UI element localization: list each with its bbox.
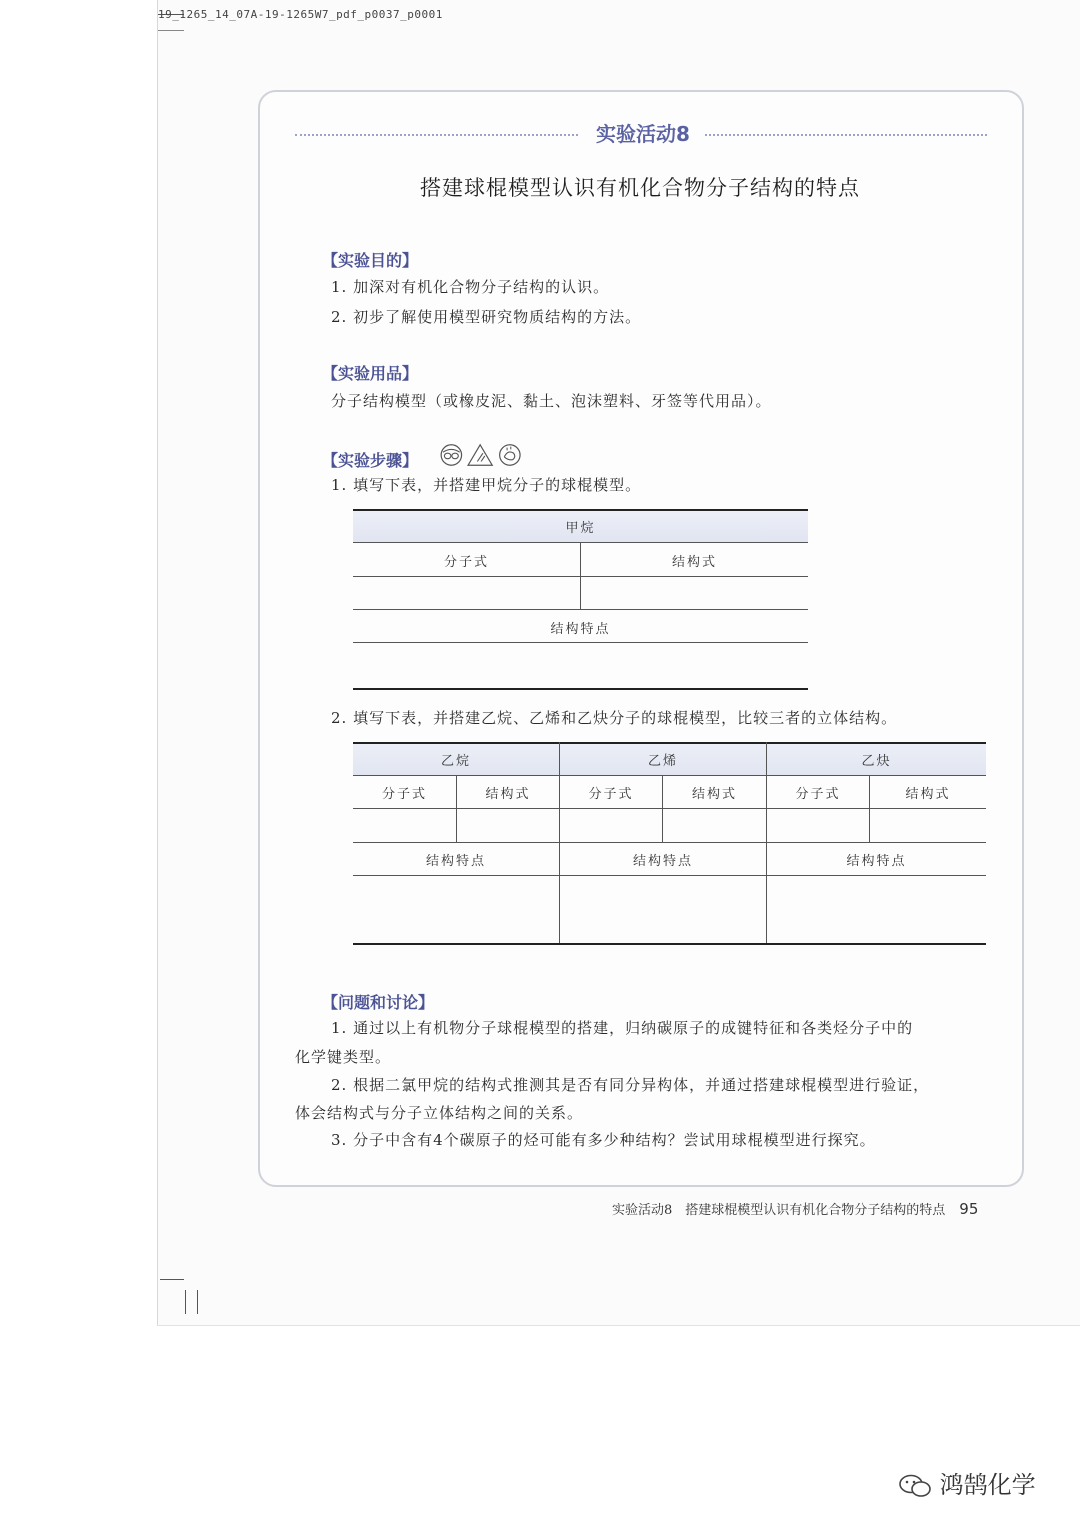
table-rule bbox=[353, 875, 986, 876]
sharp-object-icon bbox=[468, 445, 492, 465]
table-header-cell: 乙烯 bbox=[647, 754, 678, 769]
table-header-cell: 结构式 bbox=[485, 787, 531, 802]
purpose-heading: 【实验目的】 bbox=[322, 251, 419, 270]
footer-title: 实验活动8 搭建球棍模型认识有机化合物分子结构的特点 bbox=[612, 1203, 946, 1218]
wash-hands-icon bbox=[500, 445, 520, 465]
page-number: 95 bbox=[959, 1200, 979, 1218]
table-header-cell: 结构式 bbox=[691, 787, 737, 802]
watermark-text: 鸿鹄化学 bbox=[939, 1471, 1036, 1499]
table-header-cell: 结构特点 bbox=[846, 854, 907, 869]
table-rule bbox=[353, 742, 986, 744]
discussion-item: 3. 分子中含有4个碳原子的烃可能有多少种结构？尝试用球棍模型进行探究。 bbox=[331, 1131, 876, 1149]
table-header-cell: 结构特点 bbox=[425, 854, 486, 869]
discussion-item: 2. 根据二氯甲烷的结构式推测其是否有同分异构体，并通过搭建球棍模型进行验证， bbox=[331, 1076, 930, 1094]
crop-mark bbox=[197, 1290, 198, 1314]
crop-mark bbox=[158, 30, 184, 31]
table-header-cell: 甲烷 bbox=[565, 521, 596, 536]
table-header-cell: 分子式 bbox=[381, 787, 427, 802]
table-header-cell: 分子式 bbox=[443, 555, 489, 570]
table-header-cell: 结构特点 bbox=[550, 622, 611, 637]
table-rule bbox=[353, 688, 808, 690]
table-header-cell: 结构式 bbox=[671, 555, 717, 570]
table-header-cell: 分子式 bbox=[795, 787, 841, 802]
table-rule bbox=[559, 742, 560, 943]
table-rule bbox=[353, 808, 986, 809]
table-rule bbox=[353, 842, 986, 843]
step-1-text: 1. 填写下表，并搭建甲烷分子的球棍模型。 bbox=[331, 476, 642, 494]
materials-text: 分子结构模型（或橡皮泥、黏土、泡沫塑料、牙签等代用品）。 bbox=[331, 392, 772, 410]
running-footer bbox=[612, 1199, 978, 1218]
crop-mark bbox=[160, 1279, 184, 1280]
table-header-cell: 乙炔 bbox=[861, 754, 892, 769]
purpose-item: 1. 加深对有机化合物分子结构的认识。 bbox=[331, 278, 610, 296]
goggles-icon bbox=[441, 445, 461, 465]
crop-mark bbox=[185, 1290, 186, 1314]
purpose-item: 2. 初步了解使用模型研究物质结构的方法。 bbox=[331, 308, 642, 326]
discussion-heading: 【问题和讨论】 bbox=[322, 993, 435, 1012]
step-2-text: 2. 填写下表，并搭建乙烷、乙烯和乙炔分子的球棍模型，比较三者的立体结构。 bbox=[331, 709, 898, 727]
file-id-header: 19_1265_14_07A-19-1265W7_pdf_p0037_p0001 bbox=[158, 8, 443, 21]
table-header-cell: 结构特点 bbox=[632, 854, 693, 869]
table-rule bbox=[766, 742, 767, 943]
table-header-cell: 分子式 bbox=[588, 787, 634, 802]
safety-icons bbox=[437, 442, 527, 468]
wechat-icon bbox=[898, 1473, 932, 1499]
dotted-rule bbox=[295, 134, 578, 136]
activity-banner bbox=[295, 118, 987, 150]
watermark bbox=[898, 1465, 1036, 1500]
table-rule bbox=[353, 775, 986, 776]
page-title: 搭建球棍模型认识有机化合物分子结构的特点 bbox=[420, 176, 860, 200]
discussion-item: 化学键类型。 bbox=[295, 1048, 392, 1066]
table-rule bbox=[353, 642, 808, 643]
discussion-item: 1. 通过以上有机物分子球棍模型的搭建，归纳碳原子的成键特征和各类烃分子中的 bbox=[331, 1019, 914, 1037]
table-rule bbox=[353, 509, 808, 511]
table-rule bbox=[580, 542, 581, 609]
table-rule bbox=[353, 943, 986, 945]
table-rule bbox=[353, 609, 808, 610]
discussion-item: 体会结构式与分子立体结构之间的关系。 bbox=[295, 1104, 584, 1122]
dotted-rule bbox=[705, 134, 987, 136]
table-header-cell: 结构式 bbox=[905, 787, 951, 802]
activity-label: 实验活动8 bbox=[596, 122, 690, 146]
materials-heading: 【实验用品】 bbox=[322, 364, 419, 383]
steps-heading: 【实验步骤】 bbox=[322, 451, 419, 470]
table-header-cell: 乙烷 bbox=[440, 754, 471, 769]
